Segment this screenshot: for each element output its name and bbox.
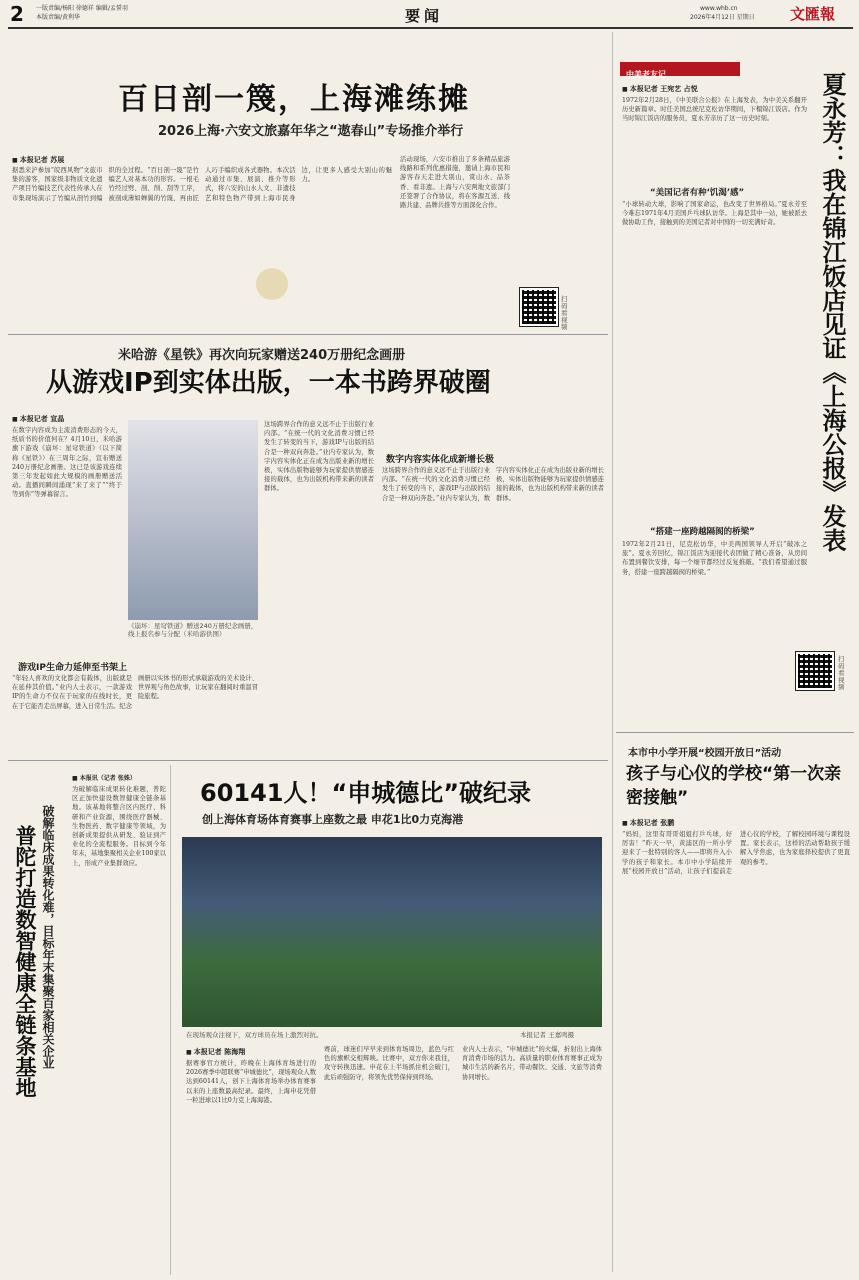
page-header	[0, 0, 859, 30]
story-4-photo-caption: 在现场观众注视下，双方球员在场上激烈对抗。	[186, 1031, 323, 1039]
story-2-body-b: “年轻人喜欢的文化都会有载体，出版就是在延伸其价值。”业内人士表示，一款游戏IP的生命力不仅在于玩家的在线时长，更在于它能否走出屏幕，进入日常生活。纪念画册以实体书的形式承载游戏的美术设计、世界观与角色故事，让玩家在翻阅时重温冒险旅程。	[12, 675, 258, 710]
story-1-body-a: 据悉来沪参加“皖西风物”文旅市集的游客，国家级非物质文化遗产项目竹编技艺代表性传承人在市集现场演示了竹编从剖竹到编织的全过程。“百日剖一篾”是竹编艺人对基本功的形容。一根毛竹经过劈、剖、削、刮等工序，被剖成薄如蝉翼的竹篾，再由匠人巧手编织成各式器物。本次活动通过市集、展演、推介等形式，将六安的山水人文、非遗技艺和特色物产带到上海市民身边，让更多人感受大别山的魅力。	[12, 167, 392, 202]
issue-date: 2026年4月12日 星期日	[690, 14, 755, 21]
column-headline: 夏永芳：我在锦江饭店见证《上海公报》发表	[818, 72, 846, 552]
website: www.whb.cn	[700, 5, 738, 12]
column-tag	[620, 62, 740, 79]
story-1	[8, 38, 608, 338]
story-2-subhead-b: 数字内容实体化成新增长极	[386, 455, 495, 465]
festival-logo-image	[256, 268, 288, 300]
story-2-body-c: 这场跨界合作的意义远不止于出版行业内部。“在统一代的文化消费习惯已经发生了转变的当下，游戏IP与出版的结合是一种双向奔赴。”业内专家认为，数字内容实体化正在成为出版业新的增长极，实体出版物能够为玩家提供情感连接的载体，也为出版机构带来新的读者群体。	[264, 421, 374, 493]
story-2-subhead-a: 游戏IP生命力延伸至书架上	[18, 663, 127, 673]
divider-3	[170, 765, 171, 1275]
story-3	[8, 765, 168, 1275]
column-subhead-a: “美国记者有种‘饥渴’感”	[650, 188, 745, 198]
story-4-subhead: 创上海体育场体育赛事上座数之最 申花1比0力克海港	[202, 813, 464, 826]
story-1-qr-caption: 扫码看视频	[561, 295, 568, 331]
story-1-byline: ■ 本报记者 苏展	[12, 155, 64, 165]
story-4-byline: ■ 本报记者 陈海翔	[186, 1047, 245, 1057]
story-3-kicker: 破解临床成果转化难，目标年末集聚百家相关企业	[41, 805, 55, 1069]
story-5	[616, 736, 854, 1276]
editors-line-2: 本版责编/黄利华	[36, 14, 81, 21]
column-body-b: “小球转动大球，影响了国家命运，也改变了世界格局。”夏永芳至今难忘1971年4月美国乒乓球队访华。上海是其中一站，她被派去做协助工作，接触到的美国记者对中国的一切充满好奇。	[622, 201, 807, 227]
story-3-headline: 普陀打造数智健康全链条基地	[13, 825, 37, 1098]
story-2-kicker: 米哈游《星铁》再次向玩家赠送240万册纪念画册	[118, 348, 406, 363]
section-name: 要闻	[405, 7, 444, 25]
story-5-headline: 孩子与心仪的学校“第一次亲密接触”	[626, 764, 842, 808]
column-feature	[616, 32, 854, 732]
column-body-c: 1972年2月21日，尼克松访华，中美两国领导人开启“破冰之旅”。夏永芳回忆，锦江饭店为迎接代表团做了精心准备，从房间布置到餐饮安排，每一个细节都经过反复推敲。“我们希望通过服务，搭建一座跨越隔阂的桥梁。”	[622, 541, 807, 576]
story-4-body-c: 业内人士表示，“申城德比”的火爆，折射出上海体育消费市场的活力。高质量的职业体育赛事正成为城市生活的新名片，带动餐饮、交通、文旅等消费协同增长。	[462, 1046, 602, 1081]
story-5-byline: ■ 本报记者 张鹏	[622, 818, 674, 828]
story-2-photo-caption: 《崩坏：星穹铁道》赠送240万册纪念画册，线上报名参与分配（米哈游供图）	[128, 622, 258, 638]
commemorative-album-photo	[128, 420, 258, 620]
column-byline: ■ 本报记者 王宛艺 占悦	[622, 84, 698, 94]
divider-right-2	[616, 732, 854, 733]
column-subhead-b: “搭建一座跨越隔阂的桥梁”	[650, 527, 755, 537]
derby-match-photo	[182, 837, 602, 1027]
story-2-body-d: 这场跨界合作的意义远不止于出版行业内部。“在统一代的文化消费习惯已经发生了转变的当下，游戏IP与出版的结合是一种双向奔赴。”业内专家认为，数字内容实体化正在成为出版业新的增长极，实体出版物能够为玩家提供情感连接的载体，也为出版机构带来新的读者群体。	[382, 467, 604, 502]
column-qr-code[interactable]	[796, 652, 834, 690]
story-1-headline: 百日剖一篾，上海滩练摊	[118, 82, 470, 117]
column-body-a: 1972年2月28日，《中美联合公报》在上海发表，为中美关系翻开历史新篇章。时任美国总统尼克松访华期间，下榻锦江饭店。作为当时锦江饭店的服务员，夏永芳亲历了这一历史时刻。	[622, 97, 807, 123]
editors-line-1: 一版责编/杨阳 徐德祥 编辑/孟誓羽	[36, 5, 128, 12]
story-1-qr-code[interactable]	[520, 288, 558, 326]
story-3-body: 为破解临床成果转化难题，普陀区正加快建设数智健康全链条基地。该基地将整合区内医疗、科研和产业资源，围绕医疗器械、生物医药、数字健康等领域，为创新成果提供从研发、验证到产业化的全流程服务。目标到今年年末，基地集聚相关企业100家以上，形成产业集群效应。	[72, 786, 166, 867]
story-4-headline: 60141人！“申城德比”破纪录	[200, 779, 532, 807]
divider-2	[8, 760, 608, 761]
story-4-body-b: 赛前，球迷们早早来到体育场周边，蓝色与红色的旗帜交相辉映。比赛中，双方你来我往，攻守转换迅速。申花在上半场抓住机会破门，此后顽强防守，将领先优势保持到终场。	[324, 1046, 454, 1081]
story-4	[172, 765, 608, 1275]
story-2	[8, 338, 608, 758]
story-4-body-a: 据赛事官方统计，昨晚在上海体育场进行的2026赛季中超联赛“申城德比”，现场观众人数达到60141人，创下上海体育场举办体育赛事以来的上座数最高纪录。最终，上海申花凭借一粒进球以1比0力克上海海港。	[186, 1060, 316, 1104]
story-1-body-b: 活动现场，六安市推出了多条精品旅游线路和系列优惠措施，邀请上海市民和游客春天走进大别山，赏山水、品茶香、看非遗。上海与六安两地文旅部门还签署了合作协议，将在客源互送、线路共建、品牌共推等方面深化合作。	[400, 156, 510, 210]
brand-logo: 文匯報	[790, 5, 836, 23]
story-2-byline: ■ 本报记者 宣晶	[12, 414, 64, 424]
page-number: 2	[10, 2, 24, 26]
story-4-photo-credit: 本报记者 王嘉鸣摄	[520, 1031, 575, 1039]
story-2-body-a: 在数字内容成为主流消费形态的今天，纸质书的价值何在？4月10日，米哈游旗下游戏《崩坏：星穹铁道》（以下简称《星铁》）在三周年之际，宣布赠送240万册纪念画册。这已是该游戏连续第三年发起如此大规模的画册赠送活动。直播间瞬间涌现“来了来了”“终于等到你”等弹幕留言。	[12, 427, 122, 499]
story-5-body: “妈妈，这里有哥哥姐姐打乒乓球，好厉害！”昨天一早，黄浦区的一所小学迎来了一批特别的客人——即将升入小学的孩子和家长。本市中小学陆续开展“校园开放日”活动，让孩子们提前走进心仪的学校，了解校园环境与课程设置。家长表示，这样的活动帮助孩子缓解入学焦虑，也为家庭择校提供了更直观的参考。	[622, 831, 850, 875]
story-5-kicker: 本市中小学开展“校园开放日”活动	[628, 748, 782, 759]
story-2-headline: 从游戏IP到实体出版，一本书跨界破圈	[46, 368, 491, 398]
story-1-subhead: 2026上海·六安文旅嘉年华之“遨春山”专场推介举行	[158, 124, 464, 139]
column-qr-caption: 扫码看视频	[838, 655, 845, 691]
story-3-byline: ■ 本报讯（记者 张姝）	[72, 773, 136, 782]
divider-right	[612, 32, 613, 1272]
divider-1	[8, 334, 608, 335]
column-tag-text: 中美老友记	[626, 70, 666, 79]
header-rule	[8, 27, 853, 29]
